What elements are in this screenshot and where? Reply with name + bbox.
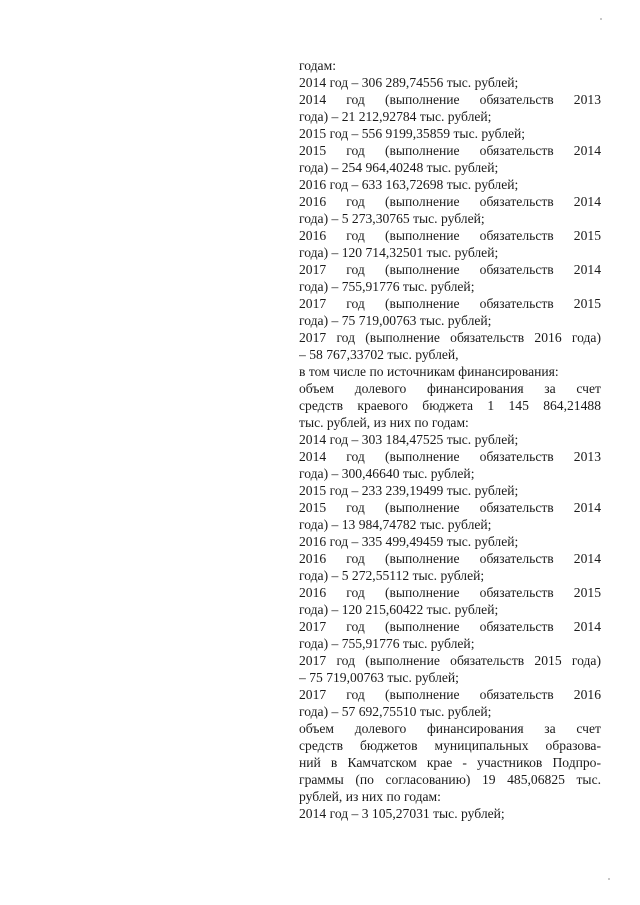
text-line: 2014 год (выполнение обязательств 2013	[299, 449, 601, 464]
text-line: 2017 год (выполнение обязательств 2016	[299, 687, 601, 702]
text-column	[299, 57, 601, 822]
text-line: 2017 год (выполнение обязательств 2014	[299, 262, 601, 277]
text-line: года) – 5 272,55112 тыс. рублей;	[299, 568, 485, 583]
text-line: 2015 год (выполнение обязательств 2014	[299, 143, 601, 158]
text-line: объем долевого финансирования за счет	[299, 721, 601, 736]
scan-mark-top-right	[600, 18, 602, 20]
text-line: года) – 57 692,75510 тыс. рублей;	[299, 704, 492, 719]
text-line: – 58 767,33702 тыс. рублей,	[299, 347, 459, 362]
text-line: граммы (по согласованию) 19 485,06825 тыс.	[299, 772, 601, 787]
text-line: года) – 75 719,00763 тыс. рублей;	[299, 313, 492, 328]
text-line: ний в Камчатском крае - участников Подпро-	[299, 755, 601, 770]
text-line: года) – 120 215,60422 тыс. рублей;	[299, 602, 499, 617]
text-line: 2017 год (выполнение обязательств 2015	[299, 296, 601, 311]
text-line: 2016 год (выполнение обязательств 2014	[299, 551, 601, 566]
text-line: года) – 21 212,92784 тыс. рублей;	[299, 109, 492, 124]
text-line: года) – 5 273,30765 тыс. рублей;	[299, 211, 485, 226]
text-line: годам:	[299, 58, 336, 73]
text-line: года) – 300,46640 тыс. рублей;	[299, 466, 475, 481]
text-line: года) – 13 984,74782 тыс. рублей;	[299, 517, 492, 532]
text-line: 2014 год – 306 289,74556 тыс. рублей;	[299, 75, 519, 90]
text-line: 2014 год (выполнение обязательств 2013	[299, 92, 601, 107]
text-line: года) – 755,91776 тыс. рублей;	[299, 279, 475, 294]
text-line: года) – 755,91776 тыс. рублей;	[299, 636, 475, 651]
text-line: в том числе по источникам финансирования:	[299, 364, 559, 379]
text-line: рублей, из них по годам:	[299, 789, 441, 804]
text-line: года) – 254 964,40248 тыс. рублей;	[299, 160, 499, 175]
text-line: 2017 год (выполнение обязательств 2014	[299, 619, 601, 634]
text-line: объем долевого финансирования за счет	[299, 381, 601, 396]
text-line: 2017 год (выполнение обязательств 2015 года)	[299, 653, 601, 668]
scan-mark-bottom-right	[608, 878, 610, 880]
text-line: 2015 год – 233 239,19499 тыс. рублей;	[299, 483, 519, 498]
text-line: 2014 год – 3 105,27031 тыс. рублей;	[299, 806, 505, 821]
text-line: тыс. рублей, из них по годам:	[299, 415, 469, 430]
text-line: – 75 719,00763 тыс. рублей;	[299, 670, 459, 685]
text-line: 2015 год – 556 9199,35859 тыс. рублей;	[299, 126, 526, 141]
text-line: 2016 год – 633 163,72698 тыс. рублей;	[299, 177, 519, 192]
text-line: года) – 120 714,32501 тыс. рублей;	[299, 245, 499, 260]
text-line: 2016 год (выполнение обязательств 2014	[299, 194, 601, 209]
text-line: 2016 год (выполнение обязательств 2015	[299, 228, 601, 243]
text-line: 2014 год – 303 184,47525 тыс. рублей;	[299, 432, 519, 447]
text-line: 2016 год – 335 499,49459 тыс. рублей;	[299, 534, 519, 549]
text-line: средств краевого бюджета 1 145 864,21488	[299, 398, 601, 413]
text-line: 2017 год (выполнение обязательств 2016 года)	[299, 330, 601, 345]
text-line: 2016 год (выполнение обязательств 2015	[299, 585, 601, 600]
text-line: средств бюджетов муниципальных образова-	[299, 738, 601, 753]
text-line: 2015 год (выполнение обязательств 2014	[299, 500, 601, 515]
